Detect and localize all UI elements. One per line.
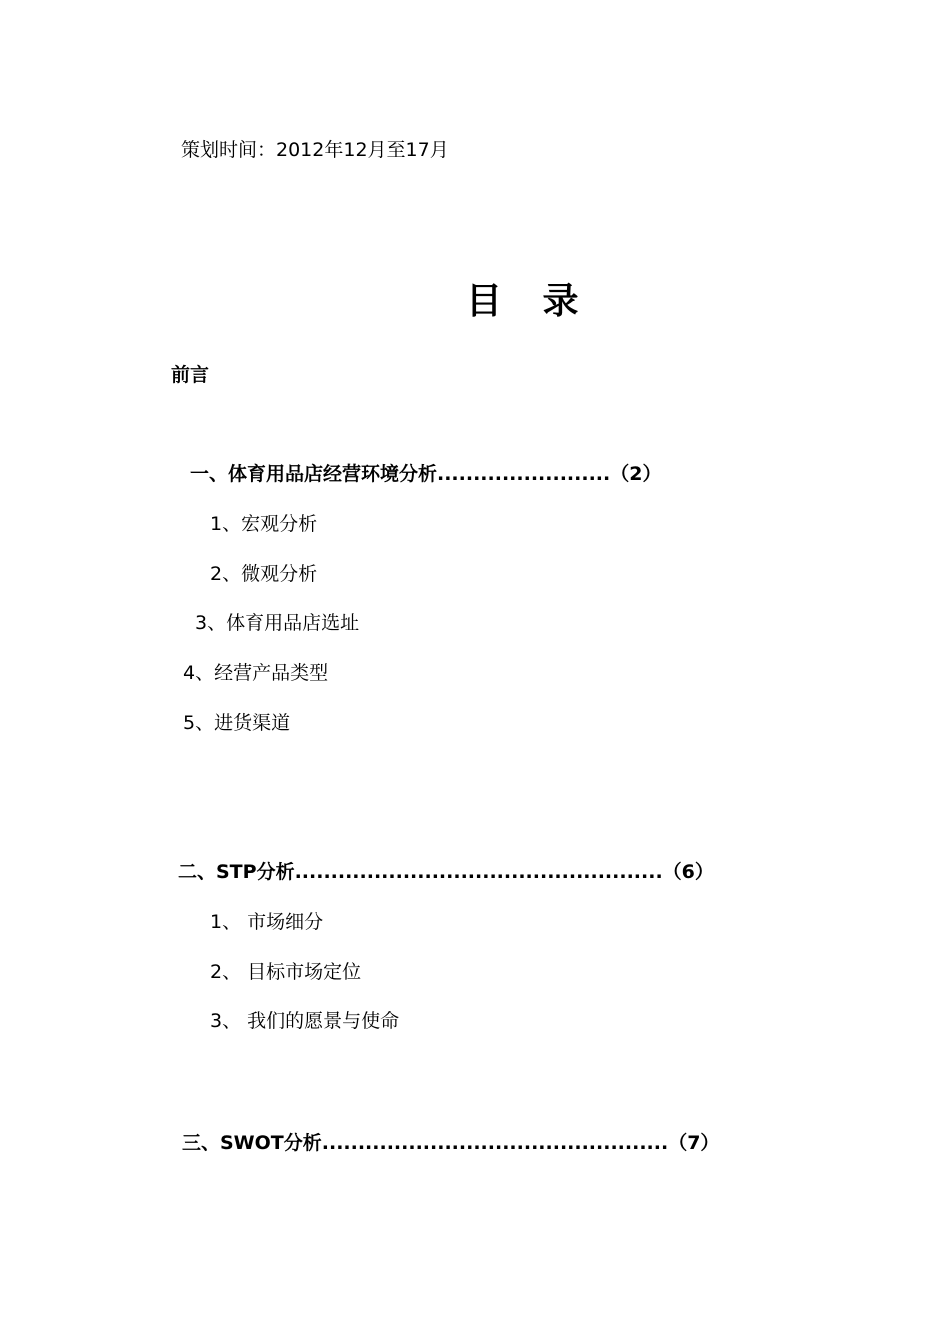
toc-item: 3、 我们的愿景与使命 (210, 1010, 400, 1032)
section-heading-2: 二、STP分析...................................................（6） (178, 861, 714, 883)
toc-item: 5、进货渠道 (183, 712, 291, 734)
toc-title: 目 录 (466, 281, 593, 322)
toc-item: 2、微观分析 (210, 563, 318, 585)
plan-time: 策划时间：2012年12月至17月 (181, 139, 449, 161)
section-heading-3: 三、SWOT分析................................................（7） (182, 1132, 720, 1154)
preface-heading: 前言 (171, 364, 210, 386)
section-heading-1: 一、体育用品店经营环境分析........................（2） (190, 463, 662, 485)
toc-item: 2、 目标市场定位 (210, 961, 362, 983)
toc-item: 3、体育用品店选址 (195, 612, 360, 634)
toc-item: 4、经营产品类型 (183, 662, 329, 684)
toc-item: 1、宏观分析 (210, 513, 318, 535)
toc-item: 1、 市场细分 (210, 911, 324, 933)
